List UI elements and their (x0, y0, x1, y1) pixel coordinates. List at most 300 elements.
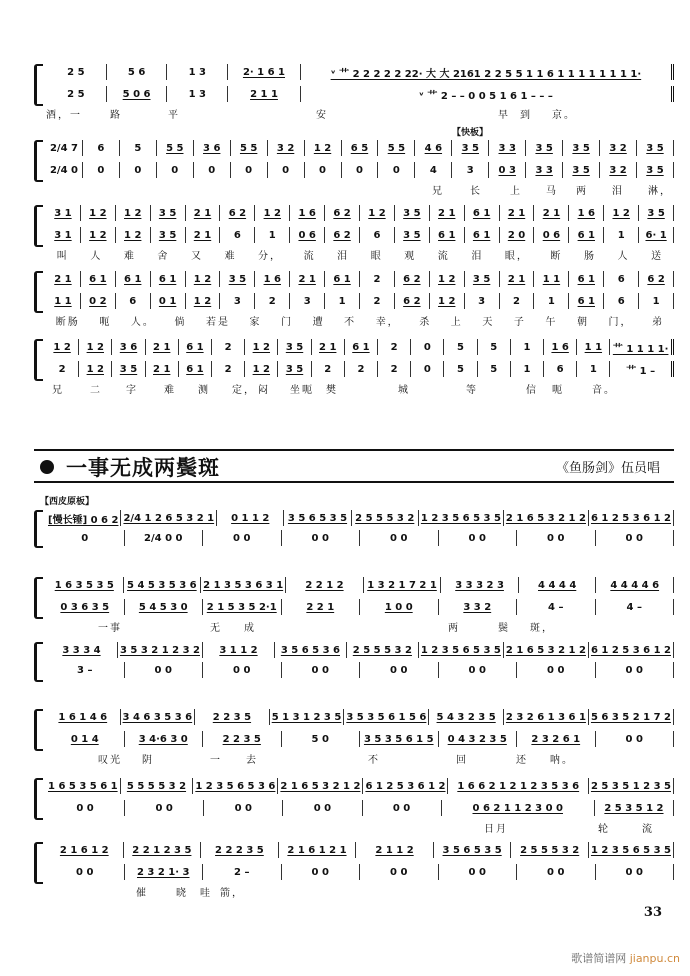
measure: 1 (511, 339, 544, 355)
measure: 0 0 (282, 530, 361, 546)
measure: 0 (268, 162, 305, 178)
measure: 3 (220, 293, 255, 309)
measure: 2 (500, 293, 535, 309)
lyric: 去 (246, 755, 258, 766)
lyric: 送 (651, 251, 664, 262)
measure: 3 (452, 162, 489, 178)
measure: 2 1 (312, 339, 345, 355)
measure: 1 2 (430, 293, 465, 309)
measure: 3 4 6 3 5 3 6 (121, 709, 196, 725)
measure: 1 6 (544, 339, 577, 355)
lyric: 两 (448, 623, 460, 634)
measure: 1 (255, 227, 290, 243)
measure: 2 3 2 6 1 3 6 1 (504, 709, 589, 725)
measure: 2 0 (500, 227, 535, 243)
lyric: 流 (437, 251, 450, 262)
measure: 1 6 6 2 1 2 1 2 3 5 3 6 (448, 778, 588, 794)
measure: 6 (220, 227, 255, 243)
measure: 5 (478, 361, 511, 377)
measure: 6 1 2 5 3 6 1 2 (589, 642, 674, 658)
page-number: 33 (643, 905, 662, 920)
lyric: 路 (110, 110, 122, 121)
measure: 3 1 1 2 (203, 642, 275, 658)
measure: 0 0 (517, 530, 596, 546)
lyric: 两 (576, 186, 588, 197)
measure: 3 5 (220, 271, 255, 287)
lyric: 天 (482, 317, 495, 328)
lower-staff (46, 86, 674, 102)
measure: 4 6 (415, 140, 452, 156)
measure: 3 5 (395, 227, 430, 243)
lyric: 早 (498, 110, 510, 121)
lyric: 安 (316, 110, 328, 121)
measure: 1 6 (569, 205, 604, 221)
measure: 1 2 (46, 339, 79, 355)
measure: 0 (378, 162, 415, 178)
measure: 0 6 2 1 1 2 3 0 0 (442, 800, 595, 816)
measure: 3 5 (151, 205, 186, 221)
measure: 2 1 (46, 271, 81, 287)
lyric: 长 (470, 186, 482, 197)
measure: 3 1 (46, 227, 81, 243)
measure: 1 (511, 361, 544, 377)
lyrics-line (46, 820, 674, 834)
measure: 2· 1 6 1 (228, 64, 301, 80)
lyric: 家 (249, 317, 262, 328)
measure: 2 1 (186, 227, 221, 243)
measure: 0 1 4 (46, 731, 125, 747)
lyric: 难 (224, 251, 237, 262)
measure: 1 2 (186, 271, 221, 287)
measure: 2 5 (46, 86, 107, 102)
measure: 5 1 3 1 2 3 5 (270, 709, 345, 725)
measure: 6 1 (179, 361, 212, 377)
lyric: 哇 (200, 888, 212, 899)
lyrics-line (46, 751, 674, 765)
lyric: 城 (398, 385, 410, 396)
measure: 6 2 (395, 293, 430, 309)
lyric: 无 (210, 623, 222, 634)
measure: 2 5 5 5 3 2 (352, 510, 419, 526)
measure: 2/4 1 2 6 5 3 2 1 (121, 510, 217, 526)
measure: 2/4 0 0 (125, 530, 204, 546)
lyric: 测 (198, 385, 210, 396)
measure: 2 (378, 339, 411, 355)
measure: 0 (46, 530, 125, 546)
measure: 3 5 (465, 271, 500, 287)
measure: 6 2 (325, 205, 360, 221)
measure: 2 1 (146, 339, 179, 355)
measure: 2 (378, 361, 411, 377)
lyric: 成 (244, 623, 256, 634)
measure: 2 1 1 2 (356, 842, 434, 858)
measure: 3 5 (112, 361, 145, 377)
upper-staff (46, 642, 674, 658)
lyric: 子 (513, 317, 526, 328)
lyric: 还 (516, 755, 528, 766)
measure: 2 3 2 6 1 (517, 731, 596, 747)
lyric: 断 (550, 251, 563, 262)
lyric: 阴 (142, 755, 154, 766)
measure: 1 2 (186, 293, 221, 309)
lyric: 午 (545, 317, 558, 328)
lyric: 流 (303, 251, 316, 262)
lyrics-line (46, 106, 674, 120)
measure: 0 (411, 339, 444, 355)
measure: 2 1 (430, 205, 465, 221)
measure: 6 1 (569, 293, 604, 309)
measure: 1 3 2 1 7 2 1 (364, 577, 442, 593)
measure: 3 1 (46, 205, 81, 221)
measure: 6 1 (325, 271, 360, 287)
lower-staff (46, 662, 674, 678)
measure: 0 0 (517, 662, 596, 678)
measure: 0 0 (596, 864, 675, 880)
score-system-8 (34, 640, 674, 680)
measure: 6 1 2 5 3 6 1 2 (363, 778, 448, 794)
measure: 0 4 3 2 3 5 (439, 731, 518, 747)
lyric: 杀 (419, 317, 432, 328)
lyric: 上 (450, 317, 463, 328)
lyric: 不 (344, 317, 357, 328)
measure: 3 2 (600, 162, 637, 178)
measure: 1 2 3 5 6 5 3 5 (419, 642, 504, 658)
measure: 2 (345, 361, 378, 377)
measure: [慢长锤] 0 6 2 (46, 510, 121, 526)
measure: 艹 1 1 1 1· (610, 339, 673, 355)
system-bracket (34, 271, 43, 313)
lyric: 眼 (370, 251, 383, 262)
measure: 6· 1 (639, 227, 674, 243)
measure: 5 0 (282, 731, 361, 747)
measure: 0 0 (46, 800, 125, 816)
measure: 2 (212, 361, 245, 377)
measure: 2 3 2 1· 3 (125, 864, 204, 880)
measure: 2 5 (46, 64, 107, 80)
lower-staff (46, 599, 674, 615)
measure: 2 1 (500, 271, 535, 287)
measure: 2 1 6 1 2 (46, 842, 124, 858)
lyric: 门， (608, 317, 633, 328)
lyrics-line (46, 619, 674, 633)
lyric: 泪 (337, 251, 350, 262)
measure: 2 2 1 2 (286, 577, 364, 593)
measure: 2 1 6 5 3 2 1 2 (278, 778, 363, 794)
score-system-1 (34, 62, 674, 126)
upper-staff (46, 64, 674, 80)
lyric: 箭， (220, 888, 244, 899)
measure: 5 6 (107, 64, 168, 80)
measure: 0 2 (81, 293, 116, 309)
lower-staff (46, 731, 674, 747)
measure: 2 2 2 3 5 (201, 842, 279, 858)
measure: 3 5 (563, 140, 600, 156)
measure: 1 (639, 293, 674, 309)
measure: 0 0 (282, 864, 361, 880)
measure: 6 1 (569, 271, 604, 287)
measure: 6 2 (325, 227, 360, 243)
measure: 5 (478, 339, 511, 355)
measure: 3 6 (112, 339, 145, 355)
watermark-text: 歌谱简谱网 (571, 952, 627, 965)
lyric: 淋， (648, 186, 672, 197)
lower-staff (46, 361, 674, 377)
upper-staff (46, 577, 674, 593)
measure: 0 (120, 162, 157, 178)
measure: 3 5 (278, 361, 311, 377)
measure: 0 0 (596, 530, 675, 546)
score-system-4 (34, 269, 674, 329)
measure: 2 1 6 1 2 1 (279, 842, 357, 858)
lyric: 定， (232, 385, 256, 396)
measure: 5 5 (157, 140, 194, 156)
measure: 0 1 1 2 (217, 510, 284, 526)
measure: 1 2 (430, 271, 465, 287)
measure: 艹 1 – (610, 361, 673, 377)
lyric: 遭 (312, 317, 325, 328)
bullet-icon (40, 460, 54, 474)
lyric: 人 (90, 251, 103, 262)
lower-staff (46, 227, 674, 243)
lower-staff (46, 293, 674, 309)
measure: 6 (604, 293, 639, 309)
lyric: 叹光 (98, 755, 122, 766)
measure: 3 5 (563, 162, 600, 178)
measure: 1 2 3 5 6 5 3 6 (193, 778, 278, 794)
measure: 0 0 (125, 662, 204, 678)
measure: 2 (46, 361, 79, 377)
measure: 2 5 5 5 3 2 (347, 642, 419, 658)
measure: 0 0 (283, 800, 362, 816)
measure: 5 6 3 5 2 1 7 2 (589, 709, 674, 725)
lyrics-line (46, 182, 674, 196)
lyric: 弟 (652, 317, 665, 328)
lower-staff (46, 864, 674, 880)
upper-staff (46, 778, 674, 794)
system-bracket (34, 205, 43, 247)
measure: 0 1 (151, 293, 186, 309)
measure: 0 0 (360, 662, 439, 678)
song-source: 《鱼肠剑》伍员唱 (555, 461, 660, 476)
lyric: 幸， (375, 317, 400, 328)
upper-staff (46, 140, 674, 156)
lyric: 舍 (157, 251, 170, 262)
measure: 3 3 (489, 140, 526, 156)
lower-staff (46, 162, 674, 178)
measure: 6 (544, 361, 577, 377)
lyric: 兄 (52, 385, 64, 396)
score-system-5 (34, 337, 674, 397)
lyric: 一 (210, 755, 222, 766)
measure: 3 – (46, 662, 125, 678)
measure: 3 5 3 5 6 1 5 6 (344, 709, 429, 725)
measure: 0 0 (517, 864, 596, 880)
lyric: 呃 (99, 317, 112, 328)
system-bracket (34, 778, 43, 820)
lyric: 人。 (130, 317, 155, 328)
lyric: 叫 (56, 251, 69, 262)
measure: 5 4 5 3 0 (125, 599, 204, 615)
measure: 6 1 (465, 227, 500, 243)
measure: 3 (465, 293, 500, 309)
measure: 0 0 (360, 530, 439, 546)
measure: 1 2 (255, 205, 290, 221)
measure: 2 1 (500, 205, 535, 221)
measure: 2 (360, 293, 395, 309)
watermark (571, 950, 680, 966)
measure: 4 4 4 4 (519, 577, 597, 593)
measure: 6 1 (430, 227, 465, 243)
measure: 3 5 6 5 3 5 (434, 842, 512, 858)
measure: 3 5 (278, 339, 311, 355)
upper-staff (46, 205, 674, 221)
measure: 6 1 (345, 339, 378, 355)
lyric: 断肠 (55, 317, 80, 328)
lower-staff (46, 530, 674, 546)
measure: 0 (342, 162, 379, 178)
measure: 6 1 (116, 271, 151, 287)
measure: 3 5 (452, 140, 489, 156)
measure: 3 5 (639, 205, 674, 221)
lyric: 人 (617, 251, 630, 262)
measure: 2 (255, 293, 290, 309)
section-tag: 【快板】 (452, 128, 489, 138)
measure: 2 5 3 5 1 2 3 5 (589, 778, 674, 794)
measure: 6 (360, 227, 395, 243)
measure: 1 2 (116, 205, 151, 221)
lyric: 泪 (471, 251, 484, 262)
measure: 0 (411, 361, 444, 377)
measure: 6 1 (569, 227, 604, 243)
measure: 4 – (596, 599, 675, 615)
measure: 1 (325, 293, 360, 309)
song-title (40, 452, 220, 482)
measure: 6 1 (179, 339, 212, 355)
measure: 3 5 (151, 227, 186, 243)
lyric: 难 (123, 251, 136, 262)
measure: 0 0 (125, 800, 204, 816)
measure: 3 3 2 (439, 599, 518, 615)
measure: 1 1 (577, 339, 610, 355)
measure: 6 1 2 5 3 6 1 2 (589, 510, 674, 526)
lyric: 京。 (552, 110, 576, 121)
system-bracket (34, 642, 43, 682)
lyric: 流 (642, 824, 654, 835)
measure: 1 1 (46, 293, 81, 309)
measure: 1 2 3 5 6 5 3 5 (419, 510, 504, 526)
upper-staff (46, 510, 674, 526)
measure: 1 2 (79, 339, 112, 355)
lyric: 樊 (326, 385, 338, 396)
lyric: 平 (168, 110, 180, 121)
measure: 0 (157, 162, 194, 178)
lyric: 难 (164, 385, 176, 396)
lyrics-line (46, 313, 674, 327)
lyric: 肠 (583, 251, 596, 262)
measure: 0 (305, 162, 342, 178)
measure: 0 0 (439, 662, 518, 678)
measure: 2/4 7 (46, 140, 83, 156)
section-tag: 【西皮原板】 (40, 497, 95, 507)
lyric: 呐。 (550, 755, 574, 766)
measure: 2 1 3 5 3 6 3 1 (201, 577, 286, 593)
measure: 2 – (203, 864, 282, 880)
lyric: 等 (466, 385, 478, 396)
lyric: 回 (456, 755, 468, 766)
lyric: 呃 (552, 385, 564, 396)
measure: 1 2 (360, 205, 395, 221)
measure: 2 1 1 (228, 86, 301, 102)
measure: 0 0 (46, 864, 125, 880)
measure: 1 6 3 5 3 5 (46, 577, 124, 593)
measure: 3 5 (637, 162, 674, 178)
lyric: 鬓 (498, 623, 510, 634)
measure: 1 (577, 361, 610, 377)
lyric: 日月 (484, 824, 508, 835)
measure: 3 3 3 2 3 (441, 577, 519, 593)
measure: 2 (360, 271, 395, 287)
measure: 1 6 1 4 6 (46, 709, 121, 725)
lyric: 倘 (174, 317, 187, 328)
measure: 0 6 (534, 227, 569, 243)
upper-staff (46, 842, 674, 858)
measure: 3 4·6 3 0 (125, 731, 204, 747)
system-bracket (34, 709, 43, 751)
measure: 2 1 6 5 3 2 1 2 (504, 642, 589, 658)
measure: 5 5 (378, 140, 415, 156)
measure: 6 (116, 293, 151, 309)
measure: 6 5 (342, 140, 379, 156)
measure: 1 2 (81, 227, 116, 243)
measure: 2 1 (534, 205, 569, 221)
measure: 2 1 5 3 5 2·1 (203, 599, 282, 615)
lyric: 闷 (258, 385, 270, 396)
measure: 0 0 (282, 662, 361, 678)
lyric: 信 (526, 385, 538, 396)
measure: 0 3 (489, 162, 526, 178)
lyric: 马 (546, 186, 558, 197)
measure: 3 5 (395, 205, 430, 221)
system-bracket (34, 577, 43, 619)
lyric: 字 (126, 385, 138, 396)
measure: 6 (83, 140, 120, 156)
lyric: 门 (281, 317, 294, 328)
upper-staff (46, 709, 674, 725)
measure: 2 (212, 339, 245, 355)
measure: 3 5 (637, 140, 674, 156)
measure: 1 1 (534, 271, 569, 287)
lyrics-line (46, 381, 674, 395)
measure: 6 1 (465, 205, 500, 221)
measure: 0 (231, 162, 268, 178)
lyric: 上 (510, 186, 522, 197)
lyric: 斑， (530, 623, 554, 634)
score-system-10 (34, 776, 674, 836)
measure: 1 6 5 3 5 6 1 (46, 778, 121, 794)
measure: 3 2 (268, 140, 305, 156)
measure: 5 5 (231, 140, 268, 156)
lyric: 兄 (432, 186, 444, 197)
lyrics-line (46, 247, 674, 261)
measure: 1 6 (255, 271, 290, 287)
measure: 6 2 (639, 271, 674, 287)
upper-staff (46, 271, 674, 287)
measure: ᵛ 艹 2 – – 0 0 5 1 6 1 – – – (301, 86, 674, 102)
score-system-7 (34, 575, 674, 635)
measure: 2 2 3 5 (195, 709, 270, 725)
system-bracket (34, 64, 43, 106)
score-system-2 (34, 138, 674, 198)
